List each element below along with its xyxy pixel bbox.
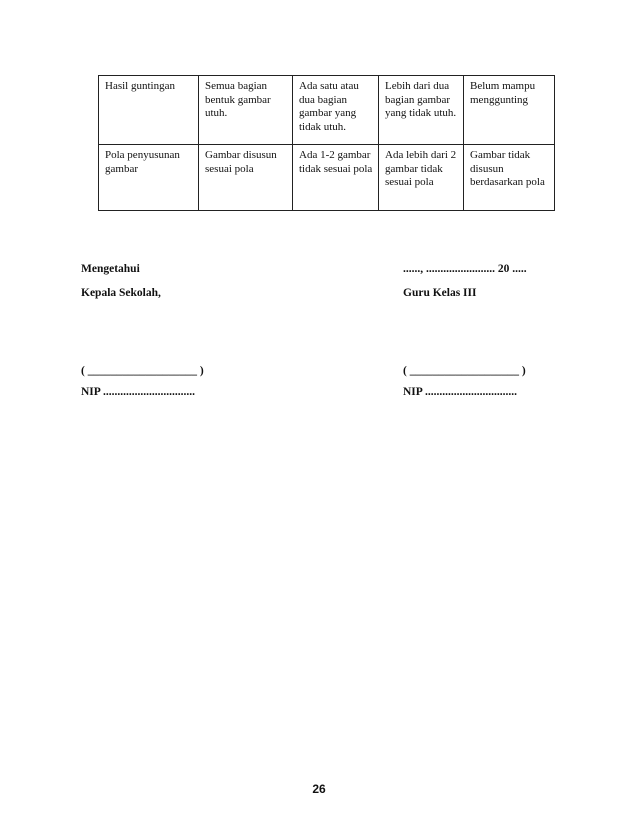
- rubric-cell: Ada lebih dari 2 gambar tidak sesuai pola: [379, 145, 464, 211]
- principal-nip: NIP ................................: [81, 386, 196, 398]
- rubric-cell: Ada satu atau dua bagian gambar yang tidak utuh.: [293, 76, 379, 145]
- table-row: [99, 145, 555, 211]
- table-row: [99, 76, 555, 145]
- place-date-line: ......, ........................ 20 .....: [403, 263, 527, 275]
- assessment-rubric-table: [98, 75, 555, 211]
- criterion-cell: Pola penyusunan gambar: [99, 145, 199, 211]
- principal-name-line: ( ___________________ ): [81, 365, 204, 377]
- teacher-label: Guru Kelas III: [403, 287, 477, 299]
- page-number: 26: [312, 782, 326, 796]
- teacher-nip: NIP ................................: [403, 386, 518, 398]
- acknowledged-label: Mengetahui: [81, 263, 140, 275]
- teacher-name-line: ( ___________________ ): [403, 365, 526, 377]
- rubric-cell: Ada 1-2 gambar tidak sesuai pola: [293, 145, 379, 211]
- principal-label: Kepala Sekolah,: [81, 287, 161, 299]
- rubric-cell: Lebih dari dua bagian gambar yang tidak utuh.: [379, 76, 464, 145]
- rubric-cell: Gambar tidak disusun berdasarkan pola: [464, 145, 555, 211]
- rubric-cell: Belum mampu menggunting: [464, 76, 555, 145]
- rubric-cell: Semua bagian bentuk gambar utuh.: [199, 76, 293, 145]
- criterion-cell: Hasil guntingan: [99, 76, 199, 145]
- rubric-cell: Gambar disusun sesuai pola: [199, 145, 293, 211]
